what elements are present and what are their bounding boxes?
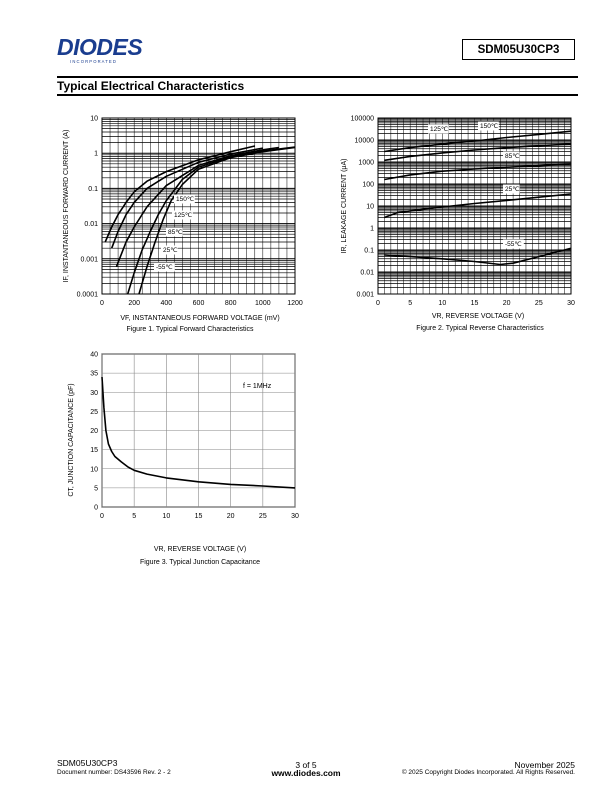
footer-copyright: © 2025 Copyright Diodes Incorporated. All Rights Reserved.	[401, 769, 575, 776]
y-tick-label: 10	[90, 115, 98, 123]
y-tick-label: 25	[90, 408, 98, 416]
footer-page: 3 of 5	[295, 760, 317, 770]
series-label: 85℃	[505, 153, 520, 160]
x-tick-label: 10	[438, 300, 447, 307]
y-tick-label: 20	[90, 428, 98, 435]
y-tick-label: 100	[362, 181, 374, 189]
series-label: 150℃	[480, 123, 499, 130]
x-tick-label: 0	[376, 300, 380, 307]
footer-date: November 2025	[514, 760, 575, 770]
x-tick-label: 30	[567, 300, 575, 307]
y-tick-label: 0.0001	[76, 291, 98, 299]
y-tick-label: 10	[366, 203, 374, 211]
series-label: 25℃	[505, 186, 520, 193]
x-tick-label: 20	[226, 513, 235, 520]
x-tick-label: 30	[291, 513, 299, 520]
x-axis-label: VR, REVERSE VOLTAGE (V)	[153, 546, 247, 553]
x-axis-label: VR, REVERSE VOLTAGE (V)	[431, 313, 525, 320]
x-tick-label: 5	[408, 300, 413, 307]
y-tick-label: 1	[94, 150, 98, 158]
section-title: Typical Electrical Characteristics	[57, 79, 245, 93]
x-tick-label: 25	[534, 300, 543, 307]
series-label: 85℃	[168, 229, 183, 236]
figure-caption: Figure 3. Typical Junction Capacitance	[139, 559, 261, 566]
x-tick-label: 0	[100, 300, 104, 307]
y-tick-label: 30	[90, 389, 98, 397]
y-tick-label: 10	[90, 466, 98, 474]
x-tick-label: 25	[258, 513, 267, 520]
series-label: 125℃	[430, 126, 449, 133]
y-tick-label: 0.1	[364, 247, 374, 255]
x-tick-label: 5	[132, 513, 137, 520]
x-tick-label: 400	[160, 300, 173, 307]
series-label: -55℃	[156, 264, 173, 271]
x-tick-label: 20	[502, 300, 511, 307]
x-tick-label: 15	[194, 513, 203, 520]
y-tick-label: 15	[90, 447, 98, 455]
x-axis-label: VF, INSTANTANEOUS FORWARD VOLTAGE (mV)	[120, 315, 280, 322]
x-tick-label: 800	[224, 300, 237, 307]
y-tick-label: 10000	[354, 137, 374, 145]
y-tick-label: 100000	[350, 115, 374, 123]
y-tick-label: 0.01	[360, 269, 374, 277]
y-tick-label: 1	[370, 225, 374, 233]
annotation-frequency: f = 1MHz	[243, 383, 272, 390]
x-tick-label: 200	[128, 300, 141, 307]
y-tick-label: 1000	[358, 159, 374, 167]
x-tick-label: 15	[470, 300, 479, 307]
part-number: SDM05U30CP3	[477, 43, 560, 56]
series-label: 150℃	[176, 196, 195, 203]
y-axis-label: IR, LEAKAGE CURRENT (μA)	[341, 158, 348, 254]
footer-doc: Document number: DS43596 Rev. 2 - 2	[57, 769, 171, 776]
y-tick-label: 40	[90, 351, 98, 359]
series-label: 25℃	[163, 247, 178, 254]
y-tick-label: 0	[94, 504, 98, 512]
y-tick-label: 5	[94, 485, 98, 493]
x-tick-label: 1000	[255, 300, 271, 307]
y-tick-label: 0.1	[88, 185, 98, 193]
footer-website[interactable]: www.diodes.com	[271, 768, 341, 778]
x-tick-label: 600	[192, 300, 205, 307]
figure-caption: Figure 2. Typical Reverse Characteristics	[416, 325, 544, 332]
x-tick-label: 0	[100, 513, 104, 520]
series-label: 125℃	[174, 212, 193, 219]
figure-caption: Figure 1. Typical Forward Characteristics	[126, 326, 254, 333]
y-tick-label: 0.01	[84, 221, 98, 229]
y-axis-label: IF, INSTANTANEOUS FORWARD CURRENT (A)	[63, 129, 70, 283]
y-tick-label: 0.001	[356, 291, 374, 299]
x-tick-label: 10	[162, 513, 171, 520]
series-label: -55℃	[505, 241, 522, 248]
y-tick-label: 0.001	[80, 256, 98, 264]
x-tick-label: 1200	[287, 300, 303, 307]
logo-subtext: I N C O R P O R A T E D	[70, 59, 116, 64]
logo-text: DIODES	[57, 34, 143, 60]
footer-part: SDM05U30CP3	[57, 758, 118, 768]
y-tick-label: 35	[90, 370, 98, 378]
y-axis-label: CT, JUNCTION CAPACITANCE (pF)	[68, 383, 75, 497]
